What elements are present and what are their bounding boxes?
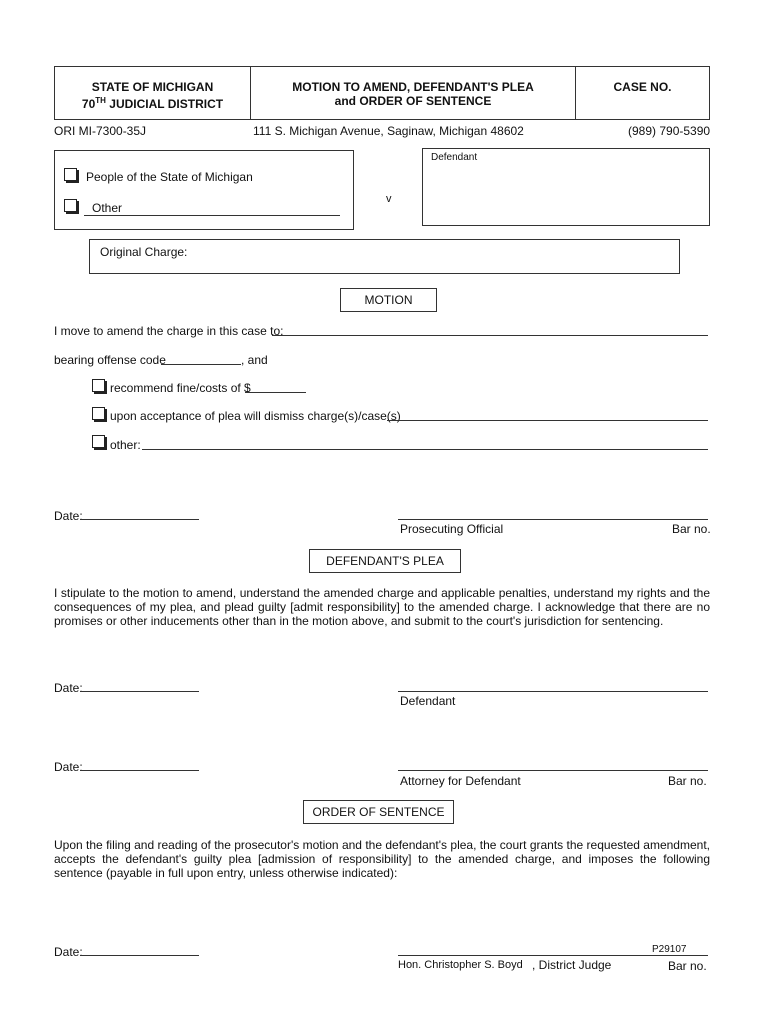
defendant-date-line[interactable]: [80, 691, 199, 692]
case-no-cell[interactable]: [576, 67, 709, 119]
plaintiff-other-checkbox[interactable]: [64, 199, 77, 212]
other-option-label: other:: [110, 438, 141, 452]
court-name-cell: [55, 67, 251, 119]
judge-date-label: Date:: [54, 945, 83, 959]
plaintiff-other-line[interactable]: [84, 215, 340, 216]
versus-label: v: [386, 193, 392, 205]
other-option-checkbox[interactable]: [92, 435, 105, 448]
court-address: 111 S. Michigan Avenue, Saginaw, Michigan 48602: [253, 124, 524, 138]
attorney-bar-no-label: Bar no.: [668, 774, 707, 788]
court-phone: (989) 790-5390: [628, 124, 711, 138]
original-charge-label: Original Charge:: [100, 245, 188, 259]
district-number: 70: [81, 97, 96, 111]
judge-date-line[interactable]: [80, 955, 199, 956]
amend-charge-label: I move to amend the charge in this case to:: [54, 324, 284, 338]
fine-costs-label: recommend fine/costs of $: [110, 381, 251, 395]
attorney-label: Attorney for Defendant: [400, 774, 521, 788]
offense-code-suffix: , and: [241, 353, 268, 367]
ori-number: ORI MI-7300-35J: [54, 124, 147, 138]
judge-bar-no-label: Bar no.: [668, 959, 707, 973]
form-title-line2: and ORDER OF SENTENCE: [334, 94, 492, 108]
defendant-signature-label: Defendant: [400, 694, 456, 708]
other-option-line[interactable]: [142, 449, 708, 450]
dismiss-charges-label: upon acceptance of plea will dismiss charge(s)/case(s): [110, 409, 401, 423]
offense-code-line[interactable]: [161, 364, 241, 365]
prosecutor-bar-no-label: Bar no.: [672, 522, 711, 536]
fine-costs-line[interactable]: [245, 392, 306, 393]
judge-signature-line[interactable]: [398, 955, 708, 956]
defendant-box-label: Defendant: [431, 152, 478, 163]
original-charge-box[interactable]: [89, 239, 680, 274]
court-district: [55, 94, 250, 111]
motion-heading: MOTION: [340, 288, 437, 312]
fine-costs-checkbox[interactable]: [92, 379, 105, 392]
order-text: Upon the filing and reading of the prosecutor's motion and the defendant's plea, the court grants the requested amendment, accepts the defendant's guilty plea [admission of responsibility] to the amended charge, and imposes the following sentence (payable in full upon entry, unless otherwise indicated):: [54, 838, 710, 880]
defendant-box[interactable]: [422, 148, 710, 226]
plea-heading: DEFENDANT'S PLEA: [309, 549, 461, 573]
plaintiff-box: [54, 150, 354, 230]
judge-bar-number: P29107: [652, 944, 687, 955]
dismiss-charges-line[interactable]: [387, 420, 708, 421]
plaintiff-people-checkbox[interactable]: [64, 168, 77, 181]
prosecutor-label: Prosecuting Official: [400, 522, 504, 536]
judge-name: Hon. Christopher S. Boyd: [398, 959, 523, 971]
offense-code-label: bearing offense code: [54, 353, 166, 367]
court-state: STATE OF MICHIGAN: [91, 80, 214, 94]
plea-text: I stipulate to the motion to amend, understand the amended charge and applicable penalties, understand my rights and the consequences of my plea, and plead guilty [admit responsibility] to the amended charge. I acknowledge that there are no promises or other inducements other than in the motion above, and submit to the court's jurisdiction for sentencing.: [54, 586, 710, 628]
form-title-cell: [251, 67, 576, 119]
attorney-date-label: Date:: [54, 760, 83, 774]
district-ordinal: TH: [95, 96, 106, 105]
order-heading: ORDER OF SENTENCE: [303, 800, 454, 824]
judge-title: , District Judge: [532, 958, 612, 972]
defendant-date-label: Date:: [54, 681, 83, 695]
form-title-line1: MOTION TO AMEND, DEFENDANT'S PLEA: [292, 80, 534, 94]
defendant-signature-line[interactable]: [398, 691, 708, 692]
motion-date-line[interactable]: [80, 519, 199, 520]
amend-charge-line[interactable]: [272, 335, 708, 336]
dismiss-charges-checkbox[interactable]: [92, 407, 105, 420]
form-header: [54, 66, 710, 120]
motion-date-label: Date:: [54, 509, 83, 523]
district-label: JUDICIAL DISTRICT: [105, 97, 224, 111]
plaintiff-people-label: People of the State of Michigan: [86, 170, 253, 184]
attorney-signature-line[interactable]: [398, 770, 708, 771]
attorney-date-line[interactable]: [80, 770, 199, 771]
prosecutor-signature-line[interactable]: [398, 519, 708, 520]
case-no-label: CASE NO.: [613, 80, 672, 94]
plaintiff-other-label: Other: [92, 201, 123, 215]
